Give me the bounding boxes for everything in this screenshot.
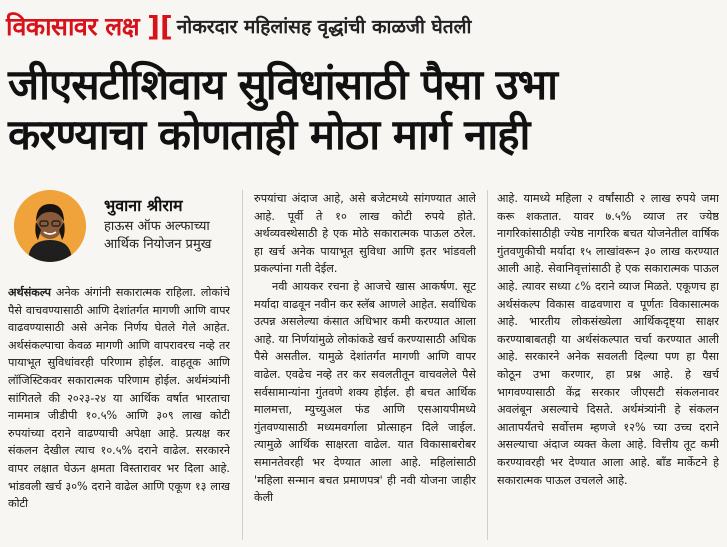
headline (8, 60, 722, 160)
article-column-1-text: अनेक अंगांनी सकारात्मक राहिला. लोकांचे पैसे वाचवण्यासाठी आणि देशांतर्गत मागणी आणि वापर वाढवण्यासाठी असे अनेक निर्णय घेतले गेले आहेत. अर्थसंकल्पाचा केवळ मागणी आणि वापरावरच नव्हे तर पायाभूत सुविधांवरही परिणाम होईल. वाहतूक आणि लॉजिस्टिकवर सकारात्मक परिणाम होईल. अर्थमंत्र्यांनी सांगितले की २०२३-२४ या आर्थिक वर्षात भारताचा नाममात्र जीडीपी १०.५% आणि ३०९ लाख कोटी रुपयांच्या दराने वाढण्याची अपेक्षा आहे. प्रत्यक्ष कर संकलन देखील त्याच १०.५% दराने वाढेल. सरकारने वापर लक्षात घेऊन क्षमता विस्तारावर भर दिला आहे. भांडवली खर्च ३०% दराने वाढेल आणि एकूण १३ लाख कोटी (8, 286, 230, 511)
section-kicker (6, 6, 471, 46)
author-name: भुवाना श्रीराम (104, 196, 183, 215)
column-divider (487, 190, 488, 540)
article-column-2 (254, 190, 476, 545)
author-photo (14, 190, 86, 262)
author-role-line-2: आर्थिक नियोजन प्रमुख (104, 237, 212, 252)
article-column-3: आहे. यामध्ये महिला २ वर्षांसाठी २ लाख रुपये जमा करू शकतात. यावर ७.५% व्याज तर ज्येष्ठ नागरिकांसाठीही ज्येष्ठ नागरिक बचत योजनेतील वार्षिक गुंतवणुकीची मर्यादा १५ लाखांवरून ३० लाख करण्यात आली आहे. सेवानिवृत्तांसाठी हे एक सकारात्मक पाऊल आहे. त्यावर सध्या ८% दराने व्याज मिळते. एकूणच हा अर्थसंकल्प विकास वाढवणारा व पूर्णतः विकासात्मक आहे. भारतीय लोकसंख्येला आर्थिकदृष्ट्या साक्षर करण्याबाबतही या अर्थसंकल्पात चर्चा करण्यात आली आहे. सरकारने अनेक सवलती दिल्या पण हा पैसा कोठून उभा करणार, हा प्रश्न आहे. हे खर्च भागवण्यासाठी केंद्र सरकार जीएसटी संकलनावर अवलंबून असल्याचे दिसते. अर्थमंत्र्यांनी हे संकलन आतापर्यंतचे सर्वोत्तम म्हणजे १२% च्या उच्च दराने असल्याचा अंदाज व्यक्त केला आहे. वित्तीय तूट कमी करण्यावरही भर देण्यात आला आहे. बाँड मार्केटने हे सकारात्मक पाऊल उचलले आहे. (497, 192, 719, 487)
kicker-label: विकासावर लक्ष (6, 12, 140, 41)
author-role (104, 218, 234, 254)
column-divider (242, 190, 243, 540)
article-column-2-paragraph-1: रुपयांचा अंदाज आहे, असे बजेटमध्ये सांगण्यात आले आहे. पूर्वी ते १० लाख कोटी रुपये होते. अर्थव्यवस्थेसाठी हे एक मोठे सकारात्मक पाऊल ठरेल. हा खर्च अनेक पायाभूत सुविधा आणि इतर भांडवली प्रकल्पांना गती देईल. (254, 192, 476, 276)
article-column-1 (8, 284, 230, 542)
kicker-subtitle: नोकरदार महिलांसह वृद्धांची काळजी घेतली (176, 16, 472, 38)
article-column-2-paragraph-2: नवी आयकर रचना हे आजचे खास आकर्षण. सूट मर्यादा वाढवून नवीन कर स्लॅब आणले आहेत. सर्वाधिक उत्पन्न असलेल्या कंसात अधिभार कमी करण्यात आला आहे. या निर्णयांमुळे लोकांकडे खर्च करण्यासाठी अधिक पैसे असतील. यामुळे देशांतर्गत मागणी आणि वापर वाढेल. एवढेच नव्हे तर कर सवलतीतून वाचवलेले पैसे सर्वसामान्यांना गुंतवणे शक्य होईल. ही बचत आर्थिक मालमत्ता, म्युच्युअल फंड आणि एसआयपीमध्ये गुंतवण्यासाठी मध्यमवर्गाला प्रोत्साहन दिले जाईल. त्यामुळे आर्थिक साक्षरता वाढेल. यात विकासाबरोबर समानतेवरही भर देण्यात आला आहे. महिलांसाठी 'महिला सन्मान बचत प्रमाणपत्र' ही नवी योजना जाहीर केली (254, 279, 476, 505)
author-role-line-1: हाऊस ऑफ अल्फाच्या (104, 219, 210, 234)
kicker-bracket: ][ (147, 9, 173, 43)
headline-line-1: जीएसटीशिवाय सुविधांसाठी पैसा उभा (8, 60, 558, 109)
headline-line-2: करण्याचा कोणताही मोठा मार्ग नाही (8, 110, 530, 159)
article-lead-word: अर्थसंकल्प (8, 286, 52, 299)
author-box (8, 190, 218, 282)
